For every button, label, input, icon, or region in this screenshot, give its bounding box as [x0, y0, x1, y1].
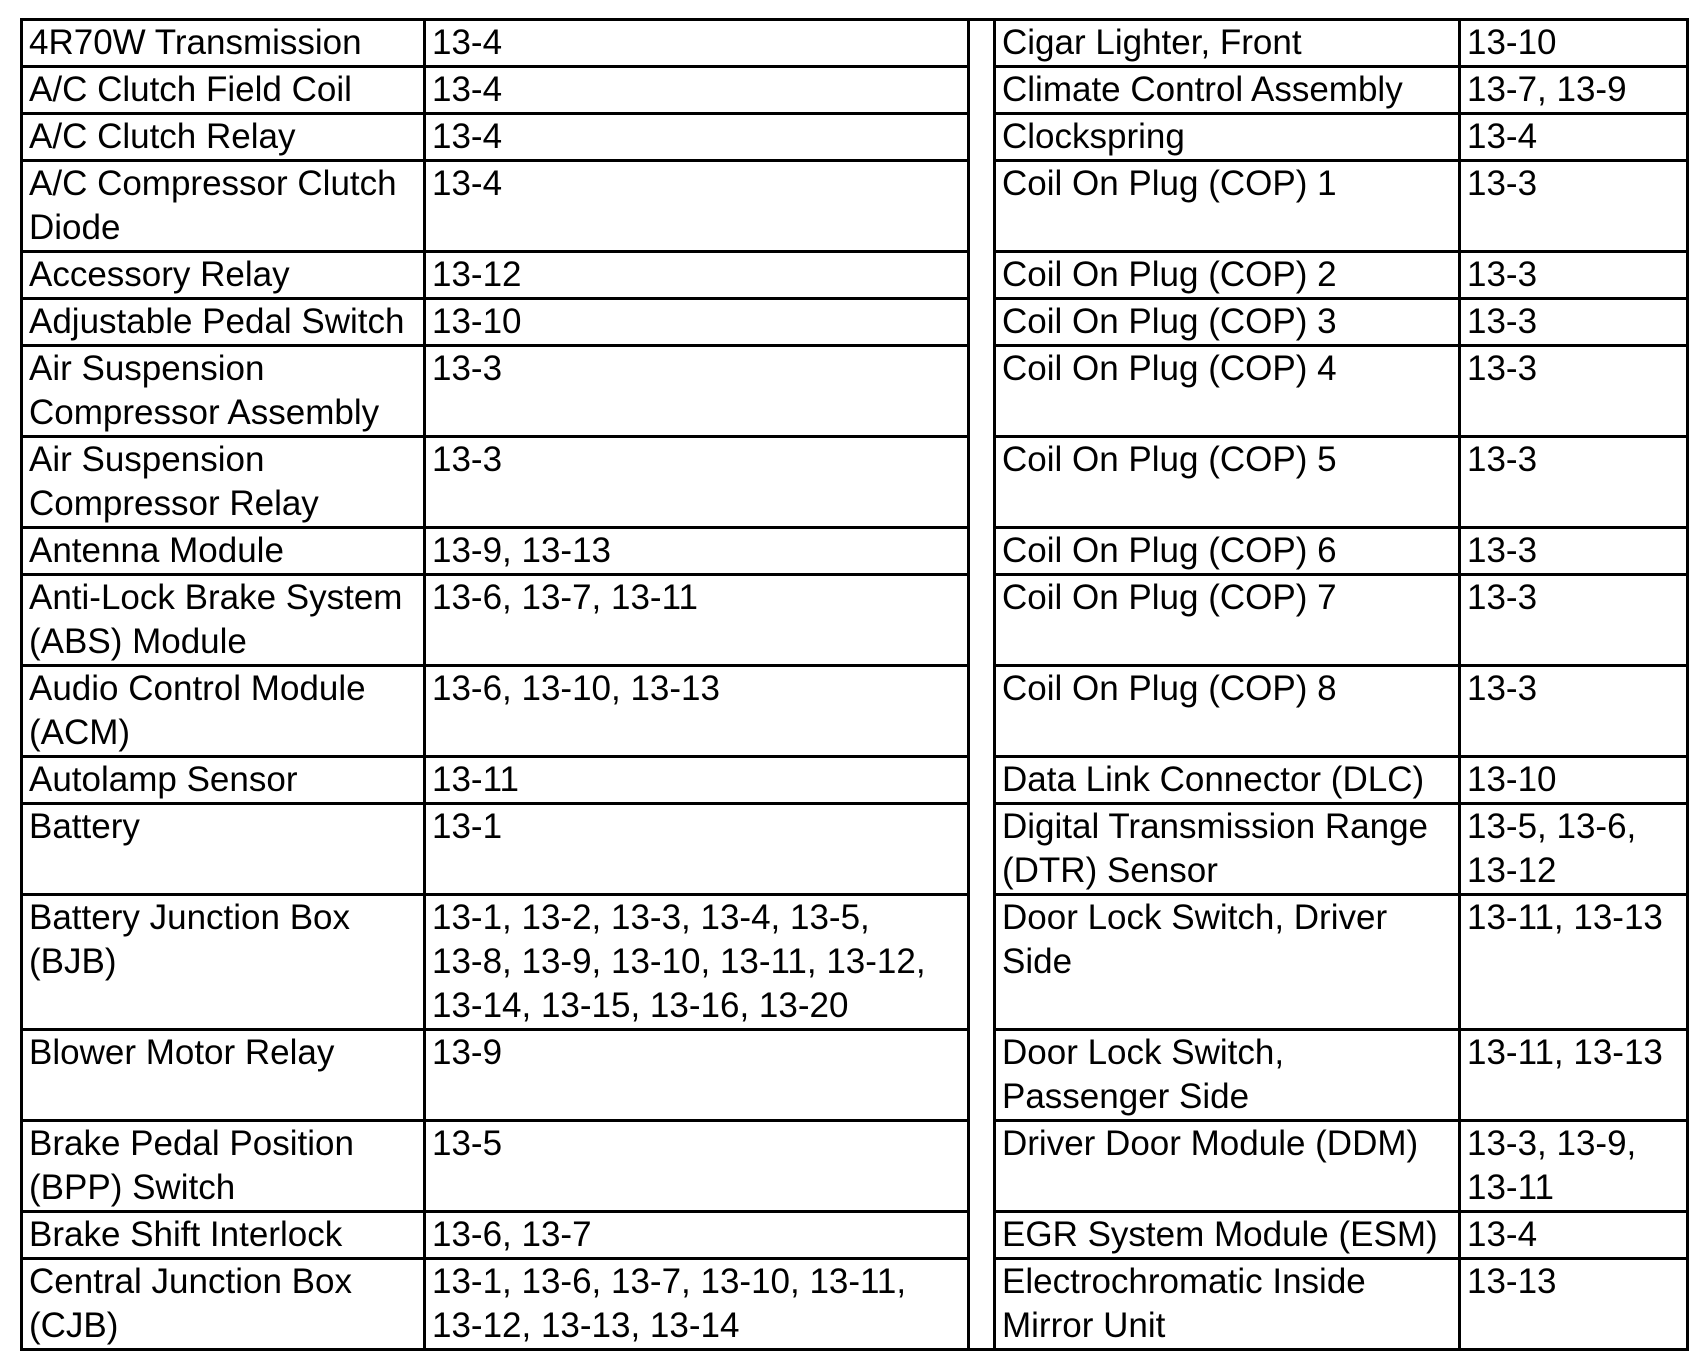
component-name-cell: Coil On Plug (COP) 6	[995, 528, 1460, 575]
table-row	[22, 114, 1688, 161]
page-reference-cell: 13-9	[425, 1030, 969, 1121]
component-name-cell: Data Link Connector (DLC)	[995, 757, 1460, 804]
table-row	[22, 528, 1688, 575]
table-row	[22, 437, 1688, 528]
column-gap	[969, 757, 995, 804]
table-row	[22, 67, 1688, 114]
column-gap	[969, 437, 995, 528]
page-reference-cell: 13-9, 13-13	[425, 528, 969, 575]
component-name-cell: Blower Motor Relay	[22, 1030, 425, 1121]
page-reference-cell: 13-7, 13-9	[1460, 67, 1688, 114]
page-reference-cell: 13-3	[425, 437, 969, 528]
page-reference-cell: 13-10	[1460, 757, 1688, 804]
component-name-cell: Accessory Relay	[22, 252, 425, 299]
component-name-cell: Coil On Plug (COP) 2	[995, 252, 1460, 299]
page-reference-cell: 13-6, 13-7, 13-11	[425, 575, 969, 666]
component-name-cell: Autolamp Sensor	[22, 757, 425, 804]
component-name-cell: A/C Clutch Field Coil	[22, 67, 425, 114]
component-name-cell: Anti-Lock Brake System (ABS) Module	[22, 575, 425, 666]
component-name-cell: Coil On Plug (COP) 8	[995, 666, 1460, 757]
page-reference-cell: 13-3	[1460, 528, 1688, 575]
component-name-cell: Driver Door Module (DDM)	[995, 1121, 1460, 1212]
table-row	[22, 1121, 1688, 1212]
component-name-cell: Digital Transmission Range (DTR) Sensor	[995, 804, 1460, 895]
table-row	[22, 252, 1688, 299]
column-gap	[969, 666, 995, 757]
table-row	[22, 299, 1688, 346]
table-row	[22, 1212, 1688, 1259]
column-gap	[969, 804, 995, 895]
component-name-cell: Climate Control Assembly	[995, 67, 1460, 114]
page-reference-cell: 13-5, 13-6, 13-12	[1460, 804, 1688, 895]
component-name-cell: Audio Control Module (ACM)	[22, 666, 425, 757]
column-gap	[969, 20, 995, 67]
page-reference-cell: 13-6, 13-7	[425, 1212, 969, 1259]
component-name-cell: A/C Clutch Relay	[22, 114, 425, 161]
component-name-cell: 4R70W Transmission	[22, 20, 425, 67]
page-reference-cell: 13-11, 13-13	[1460, 895, 1688, 1030]
page-reference-cell: 13-3	[1460, 252, 1688, 299]
page-reference-cell: 13-3	[1460, 299, 1688, 346]
component-name-cell: Coil On Plug (COP) 7	[995, 575, 1460, 666]
column-gap	[969, 1030, 995, 1121]
column-gap	[969, 114, 995, 161]
page-reference-cell: 13-4	[425, 161, 969, 252]
component-name-cell: Battery Junction Box (BJB)	[22, 895, 425, 1030]
index-table-body	[22, 20, 1688, 1350]
page-reference-cell: 13-12	[425, 252, 969, 299]
page-reference-cell: 13-3	[1460, 437, 1688, 528]
component-name-cell: Central Junction Box (CJB)	[22, 1259, 425, 1350]
component-name-cell: EGR System Module (ESM)	[995, 1212, 1460, 1259]
page-reference-cell: 13-3	[1460, 346, 1688, 437]
page-reference-cell: 13-13	[1460, 1259, 1688, 1350]
page-reference-cell: 13-10	[425, 299, 969, 346]
page-reference-cell: 13-4	[1460, 1212, 1688, 1259]
component-name-cell: Air Suspension Compressor Assembly	[22, 346, 425, 437]
column-gap	[969, 252, 995, 299]
column-gap	[969, 528, 995, 575]
component-name-cell: Brake Shift Interlock	[22, 1212, 425, 1259]
component-name-cell: Coil On Plug (COP) 5	[995, 437, 1460, 528]
page-reference-cell: 13-3, 13-9, 13-11	[1460, 1121, 1688, 1212]
table-row	[22, 804, 1688, 895]
page-reference-cell: 13-1, 13-6, 13-7, 13-10, 13-11, 13-12, 13-13, 13-14	[425, 1259, 969, 1350]
component-name-cell: Brake Pedal Position (BPP) Switch	[22, 1121, 425, 1212]
page-reference-cell: 13-6, 13-10, 13-13	[425, 666, 969, 757]
table-row	[22, 757, 1688, 804]
column-gap	[969, 1121, 995, 1212]
component-location-index-table	[20, 18, 1689, 1351]
component-name-cell: Coil On Plug (COP) 4	[995, 346, 1460, 437]
table-row	[22, 895, 1688, 1030]
component-name-cell: Air Suspension Compressor Relay	[22, 437, 425, 528]
component-name-cell: Electrochromatic Inside Mirror Unit	[995, 1259, 1460, 1350]
page-reference-cell: 13-5	[425, 1121, 969, 1212]
column-gap	[969, 575, 995, 666]
component-name-cell: A/C Compressor Clutch Diode	[22, 161, 425, 252]
page-reference-cell: 13-1, 13-2, 13-3, 13-4, 13-5, 13-8, 13-9, 13-10, 13-11, 13-12, 13-14, 13-15, 13-16, 13-20	[425, 895, 969, 1030]
column-gap	[969, 67, 995, 114]
table-row	[22, 20, 1688, 67]
page-reference-cell: 13-10	[1460, 20, 1688, 67]
table-row	[22, 666, 1688, 757]
page-reference-cell: 13-3	[1460, 161, 1688, 252]
component-name-cell: Cigar Lighter, Front	[995, 20, 1460, 67]
component-name-cell: Coil On Plug (COP) 1	[995, 161, 1460, 252]
column-gap	[969, 895, 995, 1030]
component-name-cell: Door Lock Switch, Passenger Side	[995, 1030, 1460, 1121]
page-reference-cell: 13-11, 13-13	[1460, 1030, 1688, 1121]
component-name-cell: Adjustable Pedal Switch	[22, 299, 425, 346]
page-reference-cell: 13-4	[425, 67, 969, 114]
page-reference-cell: 13-1	[425, 804, 969, 895]
column-gap	[969, 161, 995, 252]
column-gap	[969, 1212, 995, 1259]
table-row	[22, 575, 1688, 666]
page-reference-cell: 13-3	[1460, 575, 1688, 666]
component-name-cell: Clockspring	[995, 114, 1460, 161]
page-reference-cell: 13-4	[1460, 114, 1688, 161]
page-reference-cell: 13-4	[425, 20, 969, 67]
table-row	[22, 1030, 1688, 1121]
component-name-cell: Battery	[22, 804, 425, 895]
table-row	[22, 346, 1688, 437]
component-name-cell: Antenna Module	[22, 528, 425, 575]
column-gap	[969, 346, 995, 437]
column-gap	[969, 299, 995, 346]
component-name-cell: Coil On Plug (COP) 3	[995, 299, 1460, 346]
component-name-cell: Door Lock Switch, Driver Side	[995, 895, 1460, 1030]
page-reference-cell: 13-11	[425, 757, 969, 804]
page-reference-cell: 13-4	[425, 114, 969, 161]
column-gap	[969, 1259, 995, 1350]
page-reference-cell: 13-3	[1460, 666, 1688, 757]
table-row	[22, 1259, 1688, 1350]
table-row	[22, 161, 1688, 252]
page-reference-cell: 13-3	[425, 346, 969, 437]
